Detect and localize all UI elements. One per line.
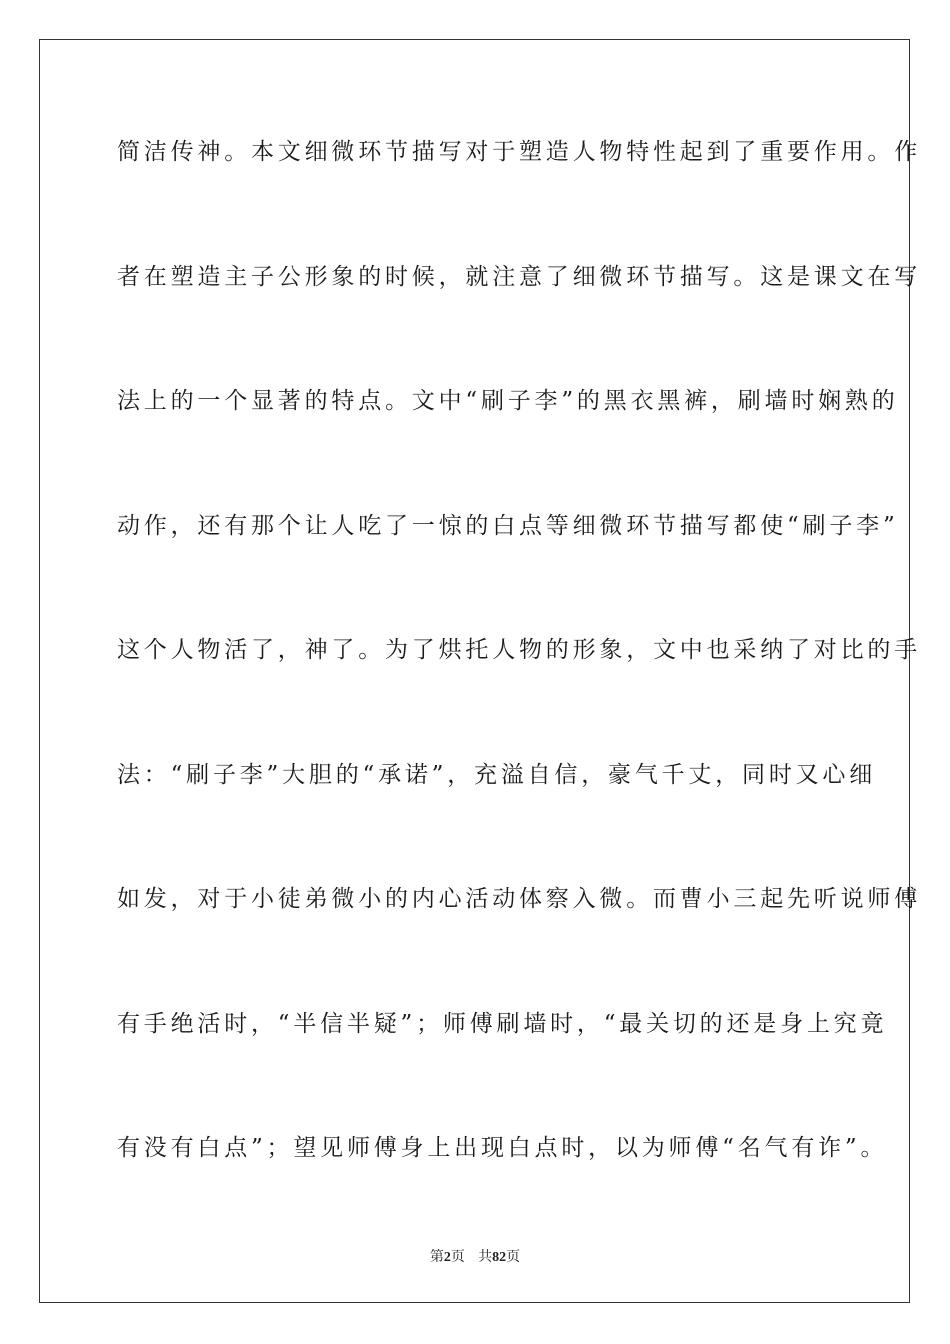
page-footer [0,1246,950,1266]
text-line-4: 动作，还有那个让人吃了一惊的白点等细微环节描写都使“刷子李” [117,512,899,539]
text-line-2: 者在塑造主子公形象的时候，就注意了细微环节描写。这是课文在写 [117,263,921,290]
body-text [117,130,921,1251]
text-line-1: 简洁传神。本文细微环节描写对于塑造人物特性起到了重要作用。作 [117,139,921,165]
text-line-5: 这个人物活了，神了。为了烘托人物的形象，文中也采纳了对比的手 [117,637,921,663]
text-line-9: 有没有白点”；望见师傅身上出现白点时，以为师傅“名气有诈”。 [117,1135,888,1161]
text-line-8: 有手绝活时，“半信半疑”；师傅刷墙时，“最关切的还是身上究竟 [117,1010,888,1037]
page-prefix: 第 [429,1249,444,1265]
page-number: 2 [443,1250,451,1265]
total-prefix: 共 [478,1249,493,1265]
total-suffix: 页 [506,1249,521,1265]
text-line-3: 法上的一个显著的特点。文中“刷子李”的黑衣黑裤，刷墙时娴熟的 [117,388,899,414]
total-pages: 82 [492,1250,507,1265]
text-line-7: 如发，对于小徒弟微小的内心活动体察入微。而曹小三起先听说师傅 [117,886,921,912]
text-line-6: 法：“刷子李”大胆的“承诺”，充溢自信，豪气千丈，同时又心细 [117,761,877,788]
page-suffix: 页 [450,1249,465,1265]
